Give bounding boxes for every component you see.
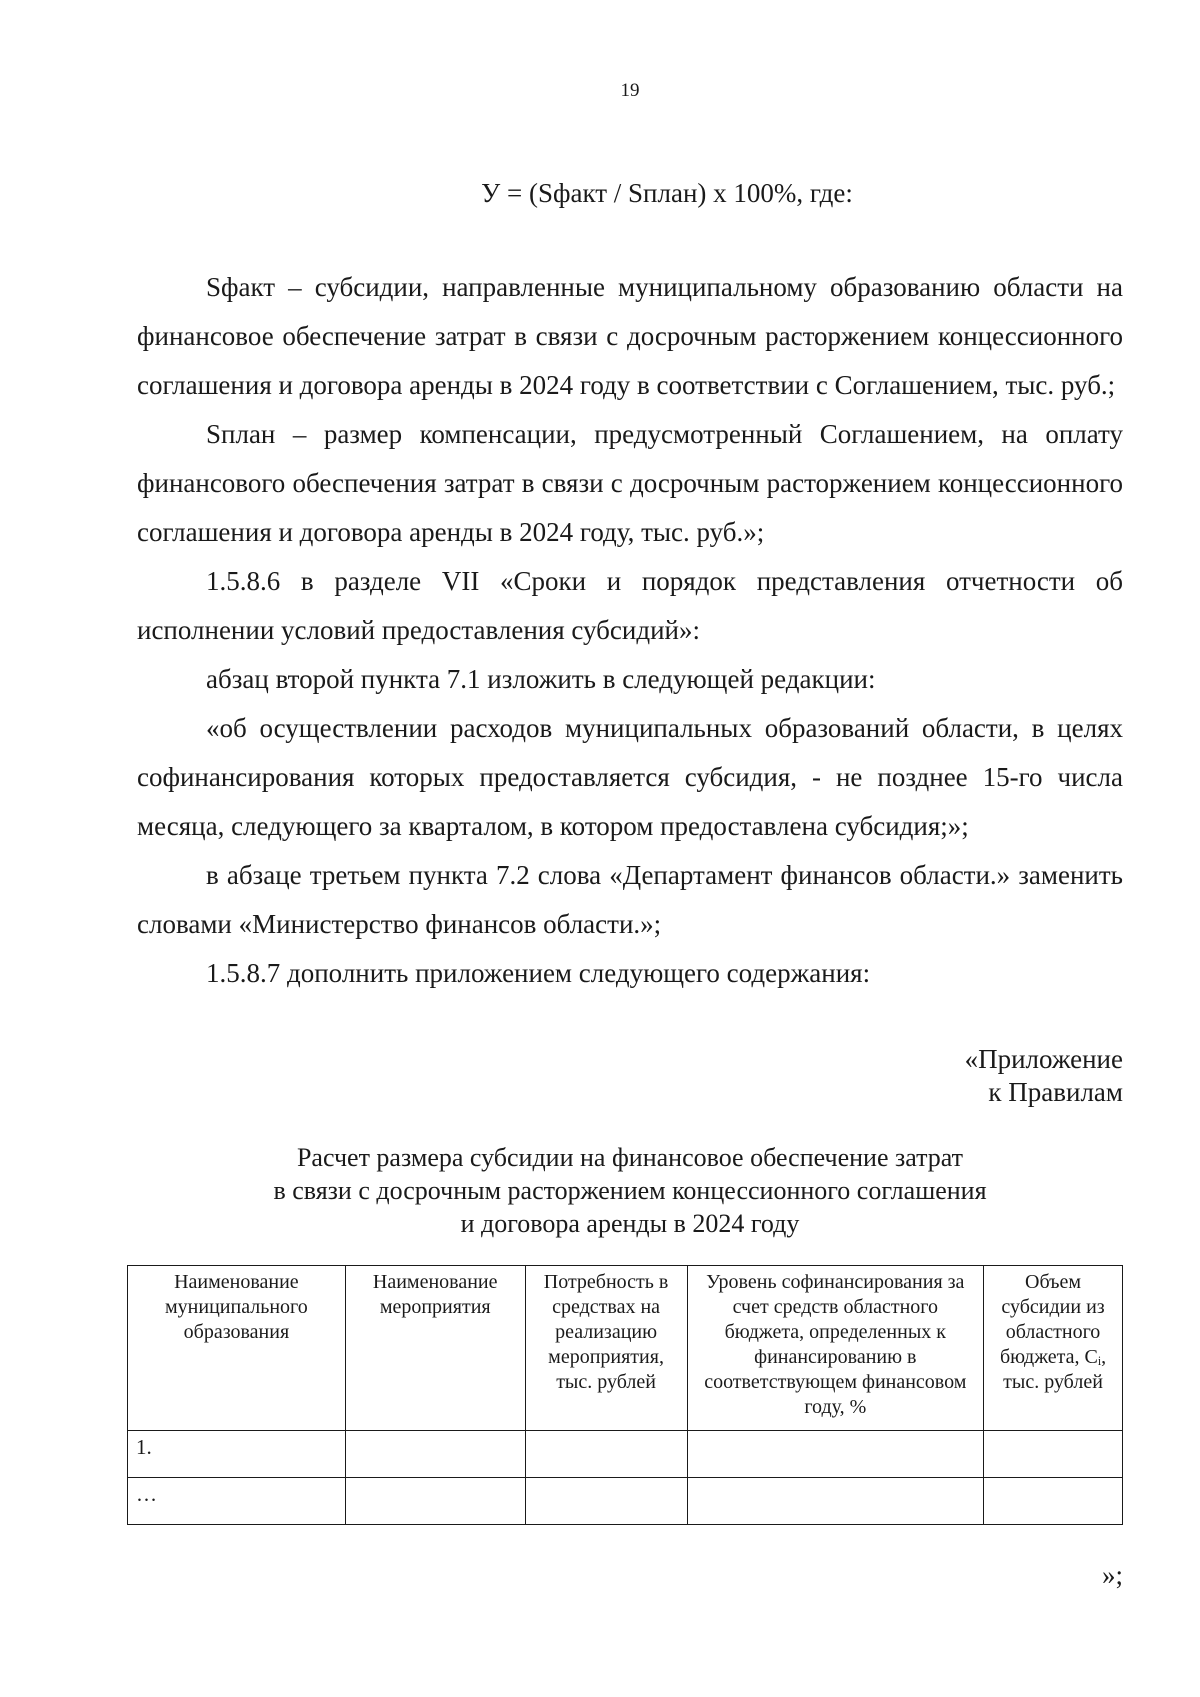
header-municipality: Наименование муниципального образования [128,1266,346,1431]
paragraph-7-2: в абзаце третьем пункта 7.2 слова «Департамент финансов области.» заменить словами «Министерство финансов области.»; [137,860,1123,939]
table-cell [687,1431,984,1478]
table-cell: 1. [128,1431,346,1478]
appendix-line-2: к Правилам [988,1077,1123,1107]
table-cell [984,1431,1123,1478]
subsidy-table [127,1265,1123,1525]
closing-quote: »; [1101,1560,1123,1590]
appendix-note [965,1043,1123,1109]
table-row [128,1478,1123,1525]
table-header-row [128,1266,1123,1431]
paragraph-7-1-text: «об осуществлении расходов муниципальных образований области, в целях софинансирования которых предоставляется субсидия, - не позднее 15-го числа месяца, следующего за кварталом, в котором предоставлена субсидия;»; [137,713,1123,841]
table-cell [525,1478,687,1525]
header-activity: Наименование мероприятия [345,1266,525,1431]
paragraph-7-1-intro: абзац второй пункта 7.1 изложить в следующей редакции: [206,664,876,694]
body-text [137,263,1123,998]
table-cell [687,1478,984,1525]
table-title-line-3: и договора аренды в 2024 году [460,1209,800,1238]
paragraph-splan: Sплан – размер компенсации, предусмотренный Соглашением, на оплату финансового обеспечения затрат в связи с досрочным расторжением концессионного соглашения и договора аренды в 2024 году, тыс. руб.»; [137,419,1123,547]
header-need: Потребность в средствах на реализацию мероприятия, тыс. рублей [525,1266,687,1431]
table-cell [984,1478,1123,1525]
table-cell: … [128,1478,346,1525]
table-cell [345,1431,525,1478]
table-cell [345,1478,525,1525]
table-row [128,1431,1123,1478]
paragraph-1-5-8-6: 1.5.8.6 в разделе VII «Сроки и порядок представления отчетности об исполнении условий предоставления субсидий»: [137,566,1123,645]
paragraph-1-5-8-7: 1.5.8.7 дополнить приложением следующего содержания: [206,958,871,988]
formula: У = (Sфакт / Sплан) x 100%, где: [481,178,853,208]
table-title [0,1141,1200,1240]
appendix-line-1: «Приложение [964,1044,1123,1074]
table-title-line-2: в связи с досрочным расторжением концессионного соглашения [273,1176,987,1205]
page-number: 19 [620,80,640,101]
header-subsidy-volume: Объем субсидии из областного бюджета, Cᵢ, тыс. рублей [984,1266,1123,1431]
table-cell [525,1431,687,1478]
header-cofinancing-level: Уровень софинансирования за счет средств областного бюджета, определенных к финансированию в соответствующем финансовом году, % [687,1266,984,1431]
table-title-line-1: Расчет размера субсидии на финансовое обеспечение затрат [296,1143,964,1172]
paragraph-sfact: Sфакт – субсидии, направленные муниципальному образованию области на финансовое обеспечение затрат в связи с досрочным расторжением концессионного соглашения и договора аренды в 2024 году в соответствии с Соглашением, тыс. руб.; [137,272,1123,400]
